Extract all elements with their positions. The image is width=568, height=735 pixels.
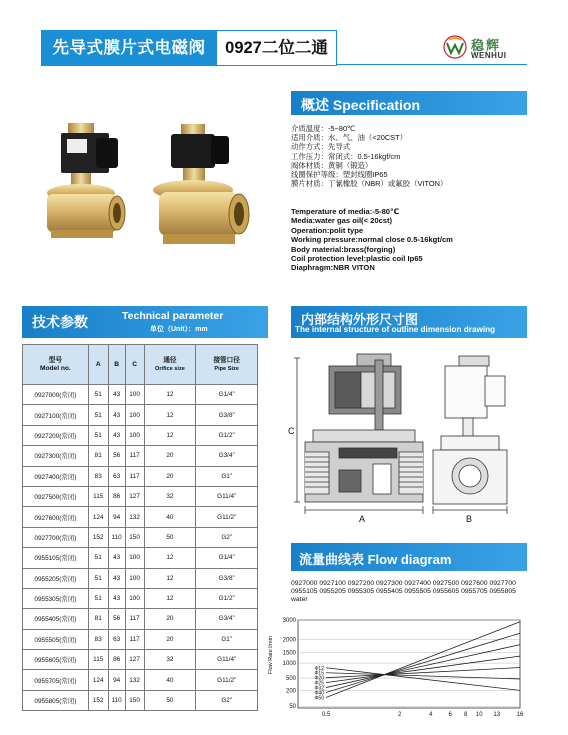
spec-en-line: Temperature of media:-5-80℃	[291, 207, 400, 216]
table-cell: 132	[125, 507, 144, 527]
specification-title: 概述 Specification	[301, 97, 421, 113]
table-cell: 100	[125, 588, 144, 608]
section-view	[305, 354, 423, 502]
brand-logo	[443, 33, 523, 63]
table-cell: 152	[88, 690, 108, 710]
table-cell: 0955205(常闭)	[23, 568, 89, 588]
dimension-label-b: B	[466, 514, 473, 524]
table-row	[23, 548, 258, 568]
table-cell: 0955805(常闭)	[23, 690, 89, 710]
col-c: C	[125, 345, 144, 385]
table-row	[23, 568, 258, 588]
x-tick-label: 16	[516, 712, 524, 718]
table-row	[23, 670, 258, 690]
y-tick-label: 50	[289, 704, 296, 711]
table-cell: 51	[88, 588, 108, 608]
spec-cn-line: 线圈保护等级：塑封线圈IP65	[291, 170, 388, 180]
table-cell: G1”	[196, 466, 258, 486]
table-cell: 100	[125, 425, 144, 445]
table-cell: 86	[108, 486, 125, 506]
logo-text-cn: 稳辉	[471, 39, 502, 54]
table-cell: 56	[108, 446, 125, 466]
table-cell: G3/8”	[196, 568, 258, 588]
table-cell: G3/4”	[196, 446, 258, 466]
spec-en-line: Operation:polit type	[291, 225, 364, 235]
table-cell: 115	[88, 486, 108, 506]
table-cell: 0955705(常闭)	[23, 670, 89, 690]
table-cell: G3/4”	[196, 609, 258, 629]
table-cell: 0955505(常闭)	[23, 629, 89, 649]
table-cell: G1/2”	[196, 588, 258, 608]
table-cell: 94	[108, 670, 125, 690]
table-row	[23, 588, 258, 608]
valve-photo-right	[153, 124, 249, 244]
table-cell: 0955105(常闭)	[23, 548, 89, 568]
table-row	[23, 425, 258, 445]
dimension-label-c: C	[288, 426, 295, 436]
table-cell: 117	[125, 446, 144, 466]
table-cell: G2”	[196, 527, 258, 547]
y-tick-label: 2000	[282, 637, 296, 644]
technical-parameter-header	[22, 306, 268, 338]
table-cell: 83	[88, 629, 108, 649]
table-cell: 100	[125, 385, 144, 405]
header-rule	[337, 64, 527, 65]
col-model: 型号 Model no.	[23, 345, 89, 385]
series-label: Φ32	[314, 685, 324, 692]
table-cell: 117	[125, 629, 144, 649]
spec-en-line: Coil protection level:plastic coil Ip65	[291, 254, 423, 264]
table-row	[23, 466, 258, 486]
logo-mark-icon	[443, 35, 467, 59]
table-cell: G2”	[196, 690, 258, 710]
table-cell: 0927100(常闭)	[23, 405, 89, 425]
series-label: Φ40	[314, 690, 324, 697]
table-cell: 0927200(常闭)	[23, 425, 89, 445]
table-cell: 81	[88, 446, 108, 466]
series-label: Φ12	[314, 665, 324, 672]
tech-unit: 单位（Unit）：mm	[150, 326, 208, 333]
y-axis-label: Flow Rate l/min	[268, 636, 274, 674]
table-cell: 0927000(常闭)	[23, 385, 89, 405]
table-cell: 20	[144, 609, 196, 629]
table-cell: 12	[144, 568, 196, 588]
dimension-drawing	[288, 344, 527, 524]
table-cell: 51	[88, 405, 108, 425]
table-cell: 56	[108, 609, 125, 629]
table-cell: 117	[125, 466, 144, 486]
table-cell: 12	[144, 385, 196, 405]
y-tick-label: 500	[285, 676, 296, 683]
spec-cn-line: 介质温度：-5~80℃	[291, 124, 356, 133]
spec-cn-line: 适用介质：水、气、油（<20CST）	[291, 133, 408, 143]
structure-title-cn: 内部结构外形尺寸图	[301, 312, 419, 327]
table-cell: 0927300(常闭)	[23, 446, 89, 466]
table-cell: 50	[144, 690, 196, 710]
x-tick-label: 10	[475, 712, 483, 718]
x-tick-label: 0.5	[321, 712, 331, 718]
spec-en-line: Diaphragm:NBR VITON	[291, 263, 375, 273]
table-cell: 51	[88, 548, 108, 568]
table-cell: 40	[144, 670, 196, 690]
y-tick-label: 200	[285, 688, 296, 695]
logo-text-en: WENHUI	[471, 51, 507, 60]
table-cell: 43	[108, 568, 125, 588]
table-row	[23, 486, 258, 506]
table-cell: 20	[144, 629, 196, 649]
tech-title-en: Technical parameter	[122, 310, 224, 322]
table-row	[23, 527, 258, 547]
table-row	[23, 405, 258, 425]
flow-chart	[262, 612, 527, 724]
table-cell: 100	[125, 548, 144, 568]
table-cell: 117	[125, 609, 144, 629]
table-cell: 63	[108, 466, 125, 486]
spec-en-line: Media:water gas oil(< 20cst)	[291, 216, 393, 226]
table-cell: 20	[144, 466, 196, 486]
x-tick-label: 6	[448, 712, 452, 718]
plot-area	[298, 620, 520, 708]
col-pipe: 接管口径 Pipe Size	[196, 345, 258, 385]
table-cell: G11/2”	[196, 670, 258, 690]
table-cell: 0927400(常闭)	[23, 466, 89, 486]
table-cell: G1/2”	[196, 425, 258, 445]
table-cell: 115	[88, 650, 108, 670]
table-row	[23, 629, 258, 649]
specification-cn-list	[291, 124, 447, 188]
series-label: Φ15	[314, 670, 324, 677]
table-row	[23, 507, 258, 527]
x-tick-label: 8	[464, 712, 468, 718]
spec-cn-line: 阀体材质：黄铜（锻造）	[291, 160, 373, 170]
flow-model-list: 0927000 0927100 0927200 0927300 0927400 0927500 0927600 0927700 0955105 0955205 0955305 0955405 0955505 0955605 0955705 0955805 water	[291, 580, 516, 604]
tech-title-cn: 技术参数	[32, 314, 88, 330]
table-cell: 43	[108, 588, 125, 608]
x-tick-label: 4	[429, 712, 433, 718]
table-cell: 100	[125, 568, 144, 588]
table-cell: 150	[125, 690, 144, 710]
specification-en-list	[291, 207, 453, 273]
table-header-row	[23, 345, 258, 385]
series-label: Φ25	[314, 680, 324, 687]
table-cell: 51	[88, 568, 108, 588]
table-cell: G3/8”	[196, 405, 258, 425]
table-cell: 150	[125, 527, 144, 547]
table-cell: 50	[144, 527, 196, 547]
spec-en-line: Working pressure:normal close 0.5-16kgt/cm	[291, 235, 453, 245]
table-cell: 110	[108, 527, 125, 547]
parameter-table	[22, 344, 258, 711]
table-cell: 0927500(常闭)	[23, 486, 89, 506]
series-label: Φ50	[314, 695, 324, 702]
table-cell: 100	[125, 405, 144, 425]
table-cell: 20	[144, 446, 196, 466]
dimension-label-a: A	[359, 514, 366, 524]
y-tick-label: 3000	[282, 618, 296, 624]
table-cell: G11/4”	[196, 486, 258, 506]
table-cell: G11/2”	[196, 507, 258, 527]
table-cell: 110	[108, 690, 125, 710]
x-tick-label: 2	[398, 712, 402, 718]
col-b: B	[108, 345, 125, 385]
table-cell: 43	[108, 405, 125, 425]
table-row	[23, 609, 258, 629]
table-cell: 51	[88, 385, 108, 405]
table-cell: 81	[88, 609, 108, 629]
table-cell: 0927700(常闭)	[23, 527, 89, 547]
table-cell: 127	[125, 650, 144, 670]
page-title: 先导式膜片式电磁阀	[41, 30, 217, 66]
table-row	[23, 385, 258, 405]
table-cell: 12	[144, 588, 196, 608]
table-cell: 12	[144, 425, 196, 445]
table-cell: 132	[125, 670, 144, 690]
table-cell: 124	[88, 670, 108, 690]
specification-header	[291, 91, 527, 115]
spec-cn-line: 工作压力：常闭式：0.5-16kgf/cm	[291, 151, 401, 161]
table-cell: 83	[88, 466, 108, 486]
table-row	[23, 690, 258, 710]
product-photo	[41, 118, 277, 276]
table-cell: 12	[144, 548, 196, 568]
table-cell: 43	[108, 425, 125, 445]
table-cell: 43	[108, 548, 125, 568]
valve-photo-left	[47, 123, 125, 238]
x-tick-label: 13	[493, 712, 501, 718]
series-label: Φ20	[314, 675, 324, 682]
table-cell: 152	[88, 527, 108, 547]
flow-diagram-header	[291, 543, 527, 571]
spec-en-line: Body material:brass(forging)	[291, 244, 396, 254]
table-cell: 43	[108, 385, 125, 405]
y-tick-label: 1000	[282, 661, 296, 668]
table-cell: 124	[88, 507, 108, 527]
table-cell: 0955605(常闭)	[23, 650, 89, 670]
table-cell: G1”	[196, 629, 258, 649]
spec-cn-line: 动作方式：先导式	[291, 142, 351, 152]
structure-header	[291, 306, 527, 338]
table-cell: 86	[108, 650, 125, 670]
table-cell: G11/4”	[196, 650, 258, 670]
table-cell: 40	[144, 507, 196, 527]
col-orifice: 通径 Orifice size	[144, 345, 196, 385]
table-cell: 63	[108, 629, 125, 649]
table-cell: 32	[144, 486, 196, 506]
table-cell: 0955305(常闭)	[23, 588, 89, 608]
col-a: A	[88, 345, 108, 385]
table-cell: G1/4”	[196, 548, 258, 568]
table-cell: G1/4”	[196, 385, 258, 405]
table-cell: 51	[88, 425, 108, 445]
table-cell: 94	[108, 507, 125, 527]
table-cell: 127	[125, 486, 144, 506]
spec-cn-line: 膜片材质：丁氰橡胶（NBR）或氟胶（VITON）	[291, 179, 448, 189]
y-tick-label: 1500	[282, 650, 296, 657]
table-cell: 12	[144, 405, 196, 425]
front-view	[433, 356, 507, 504]
table-cell: 32	[144, 650, 196, 670]
table-row	[23, 650, 258, 670]
structure-title-en: The internal structure of outline dimension drawing	[295, 325, 496, 334]
model-title: 0927二位二通	[217, 30, 337, 66]
table-cell: 0955405(常闭)	[23, 609, 89, 629]
table-row	[23, 446, 258, 466]
table-cell: 0927600(常闭)	[23, 507, 89, 527]
flow-title: 流量曲线表 Flow diagram	[299, 552, 452, 567]
